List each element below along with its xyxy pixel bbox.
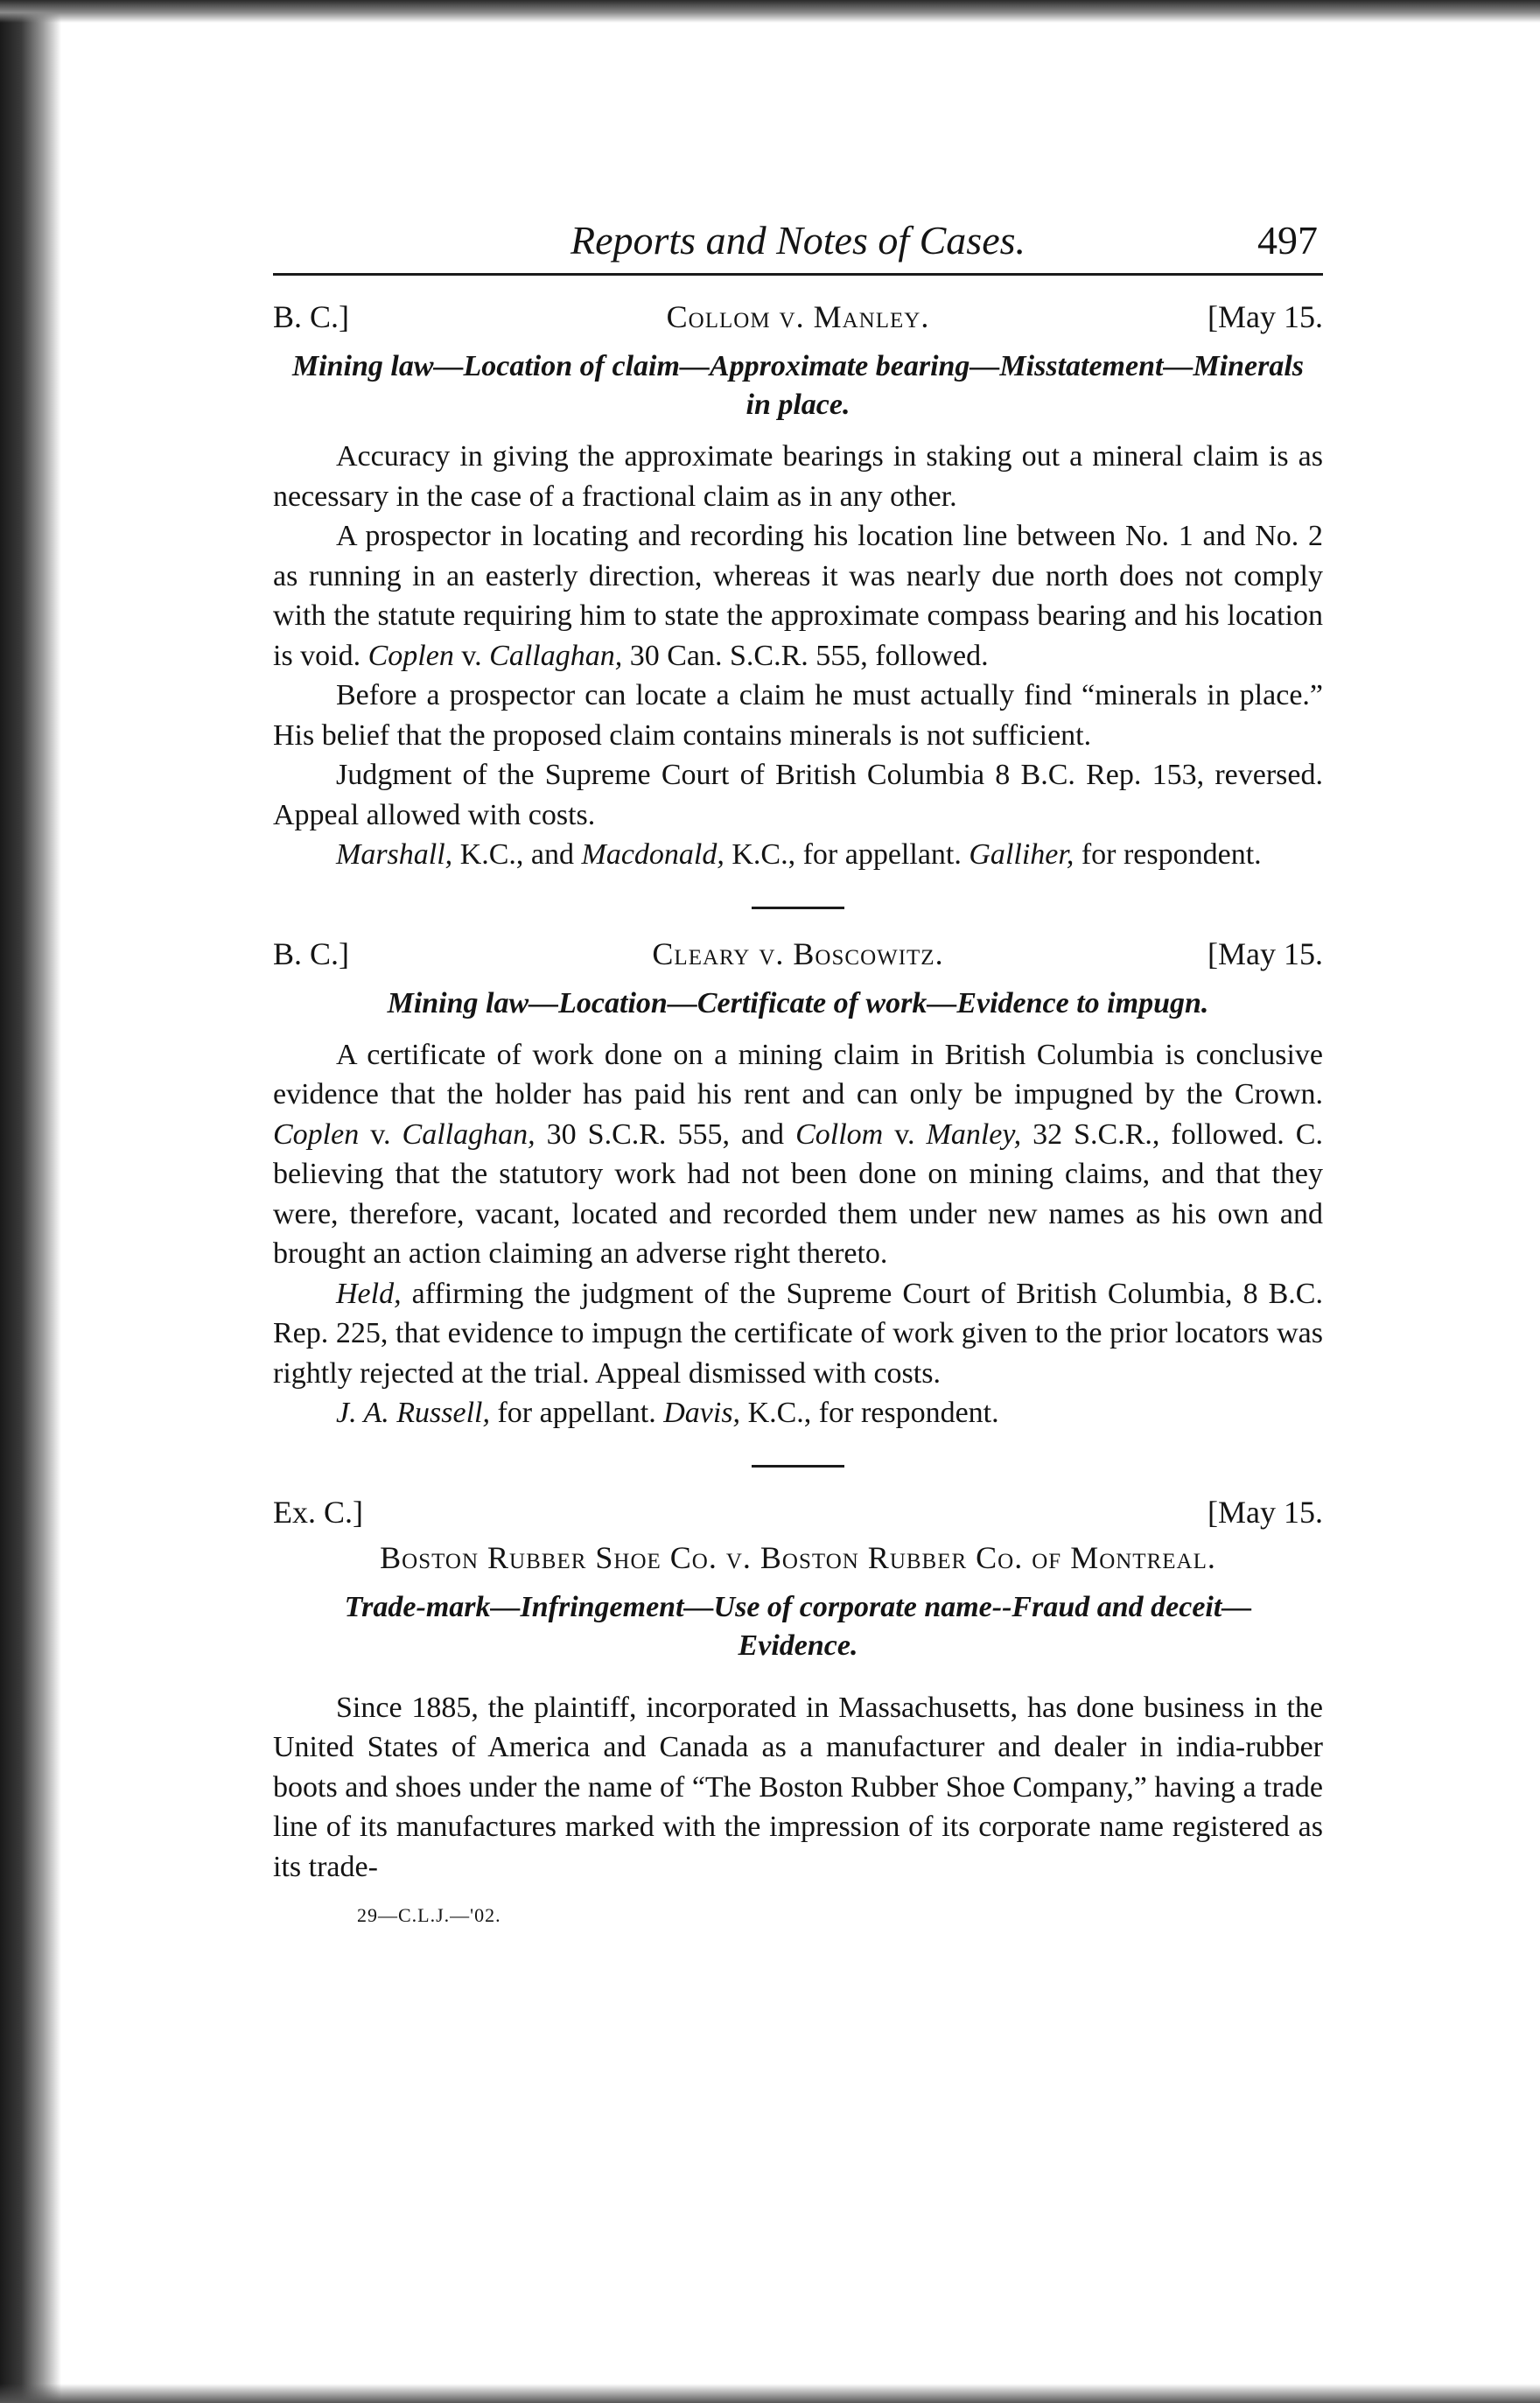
text-run: for respondent.: [1074, 838, 1262, 871]
headnote: Mining law—Location of claim—Approximate bearing—Misstatement—Minerals in place.: [291, 350, 1305, 421]
headnote: Trade-mark—Infringement—Use of corporate name--Fraud and deceit—Evidence.: [344, 1590, 1252, 1662]
court-label: Ex. C.]: [273, 1494, 363, 1530]
case-citation: Coplen: [273, 1117, 360, 1151]
case-header: [273, 298, 1323, 342]
court-label: B. C.]: [273, 299, 350, 334]
text-run: for appellant.: [489, 1397, 664, 1429]
counsel-name: Galliher,: [969, 838, 1074, 871]
running-header: [273, 217, 1323, 276]
paragraph: Accuracy in giving the approximate bearings in staking out a mineral claim is as necessary in the case of a fractional claim as in any other.: [273, 440, 1323, 513]
headnote: Mining law—Location—Certificate of work—Evidence to impugn.: [387, 986, 1209, 1019]
text-run: A prospector in locating and recording his location line between No. 1 and No. 2 as running in an easterly direction, whereas it was nearly due north does not comply with the statute requiring him to state the approximate compass bearing and his location is void.: [273, 520, 1323, 672]
court-label: B. C.]: [273, 935, 350, 971]
counsel-name: Davis,: [663, 1397, 741, 1429]
text-run: K.C., for respondent.: [740, 1397, 999, 1429]
counsel-line: [273, 835, 1323, 875]
counsel-name: Macdonald,: [581, 838, 724, 871]
text-run: v.: [359, 1117, 402, 1151]
scan-shadow-top: [0, 0, 1540, 23]
text-run: A certificate of work done on a mining claim in British Columbia is conclusive evidence that the holder has paid his rent and can only be impugned by the Crown.: [273, 1038, 1323, 1110]
held-label: Held,: [336, 1277, 402, 1310]
case-date: [May 15.: [1208, 935, 1323, 971]
counsel-name: Marshall,: [336, 838, 453, 871]
scan-shadow-left: [0, 0, 61, 2403]
paragraph: [273, 1274, 1323, 1394]
section-divider: [752, 907, 844, 909]
text-run: 30 Can. S.C.R. 555, followed.: [622, 639, 989, 672]
paragraph: [273, 516, 1323, 676]
case-citation: Callaghan,: [489, 639, 623, 672]
document-page: [273, 217, 1323, 1927]
text-run: affirming the judgment of the Supreme Court of British Columbia, 8 B.C. Rep. 225, that evidence to impugn the certificate of work given to the prior locators was rightly rejected at the trial. Appeal dismissed with costs.: [273, 1277, 1323, 1390]
counsel-line: [273, 1393, 1323, 1433]
case-citation: Manley,: [926, 1117, 1022, 1151]
text-run: K.C., for appellant.: [724, 838, 970, 871]
page-number: 497: [1257, 218, 1318, 263]
case-header: [273, 1494, 1323, 1538]
paragraph: Before a prospector can locate a claim he must actually find “minerals in place.” His belief that the proposed claim contains minerals is not sufficient.: [273, 679, 1323, 752]
case-name: Cleary v. Boscowitz.: [652, 935, 944, 971]
paragraph: Judgment of the Supreme Court of British Columbia 8 B.C. Rep. 153, reversed. Appeal allowed with costs.: [273, 759, 1323, 831]
case-collom-v-manley: [273, 298, 1323, 875]
case-header: [273, 935, 1323, 979]
text-run: v.: [453, 639, 490, 672]
text-run: 32 S.C.R., followed. C. believing that the statutory work had not been done on mining claims, and that they were, therefore, vacant, located and recorded them under new names as his own and brought an action claiming an adverse right thereto.: [273, 1117, 1323, 1270]
text-run: v.: [883, 1117, 927, 1151]
running-title: Reports and Notes of Cases.: [570, 218, 1026, 263]
scan-shadow-bottom: [0, 2384, 1540, 2403]
case-citation: Collom: [795, 1117, 884, 1151]
case-name: Boston Rubber Shoe Co. v. Boston Rubber Co. of Montreal.: [380, 1539, 1216, 1575]
section-divider: [752, 1465, 844, 1468]
case-date: [May 15.: [1208, 1494, 1323, 1530]
counsel-name: J. A. Russell,: [336, 1397, 490, 1429]
text-run: 30 S.C.R. 555, and: [535, 1117, 796, 1151]
case-date: [May 15.: [1208, 299, 1323, 334]
paragraph: Since 1885, the plaintiff, incorporated in Massachusetts, has done business in the United States of America and Canada as a manufacturer and dealer in india-rubber boots and shoes under the name of “The Boston Rubber Shoe Company,” having a trade line of its manufactures marked with the impression of its corporate name registered as its trade-: [273, 1691, 1323, 1883]
case-boston-rubber: [273, 1494, 1323, 1888]
case-citation: Callaghan,: [402, 1117, 536, 1151]
case-citation: Coplen: [368, 639, 454, 672]
paragraph: [273, 1035, 1323, 1274]
signature-mark: 29—C.L.J.—'02.: [357, 1904, 501, 1926]
case-name: Collom v. Manley.: [666, 299, 930, 334]
case-cleary-v-boscowitz: [273, 935, 1323, 1433]
text-run: K.C., and: [452, 838, 582, 871]
